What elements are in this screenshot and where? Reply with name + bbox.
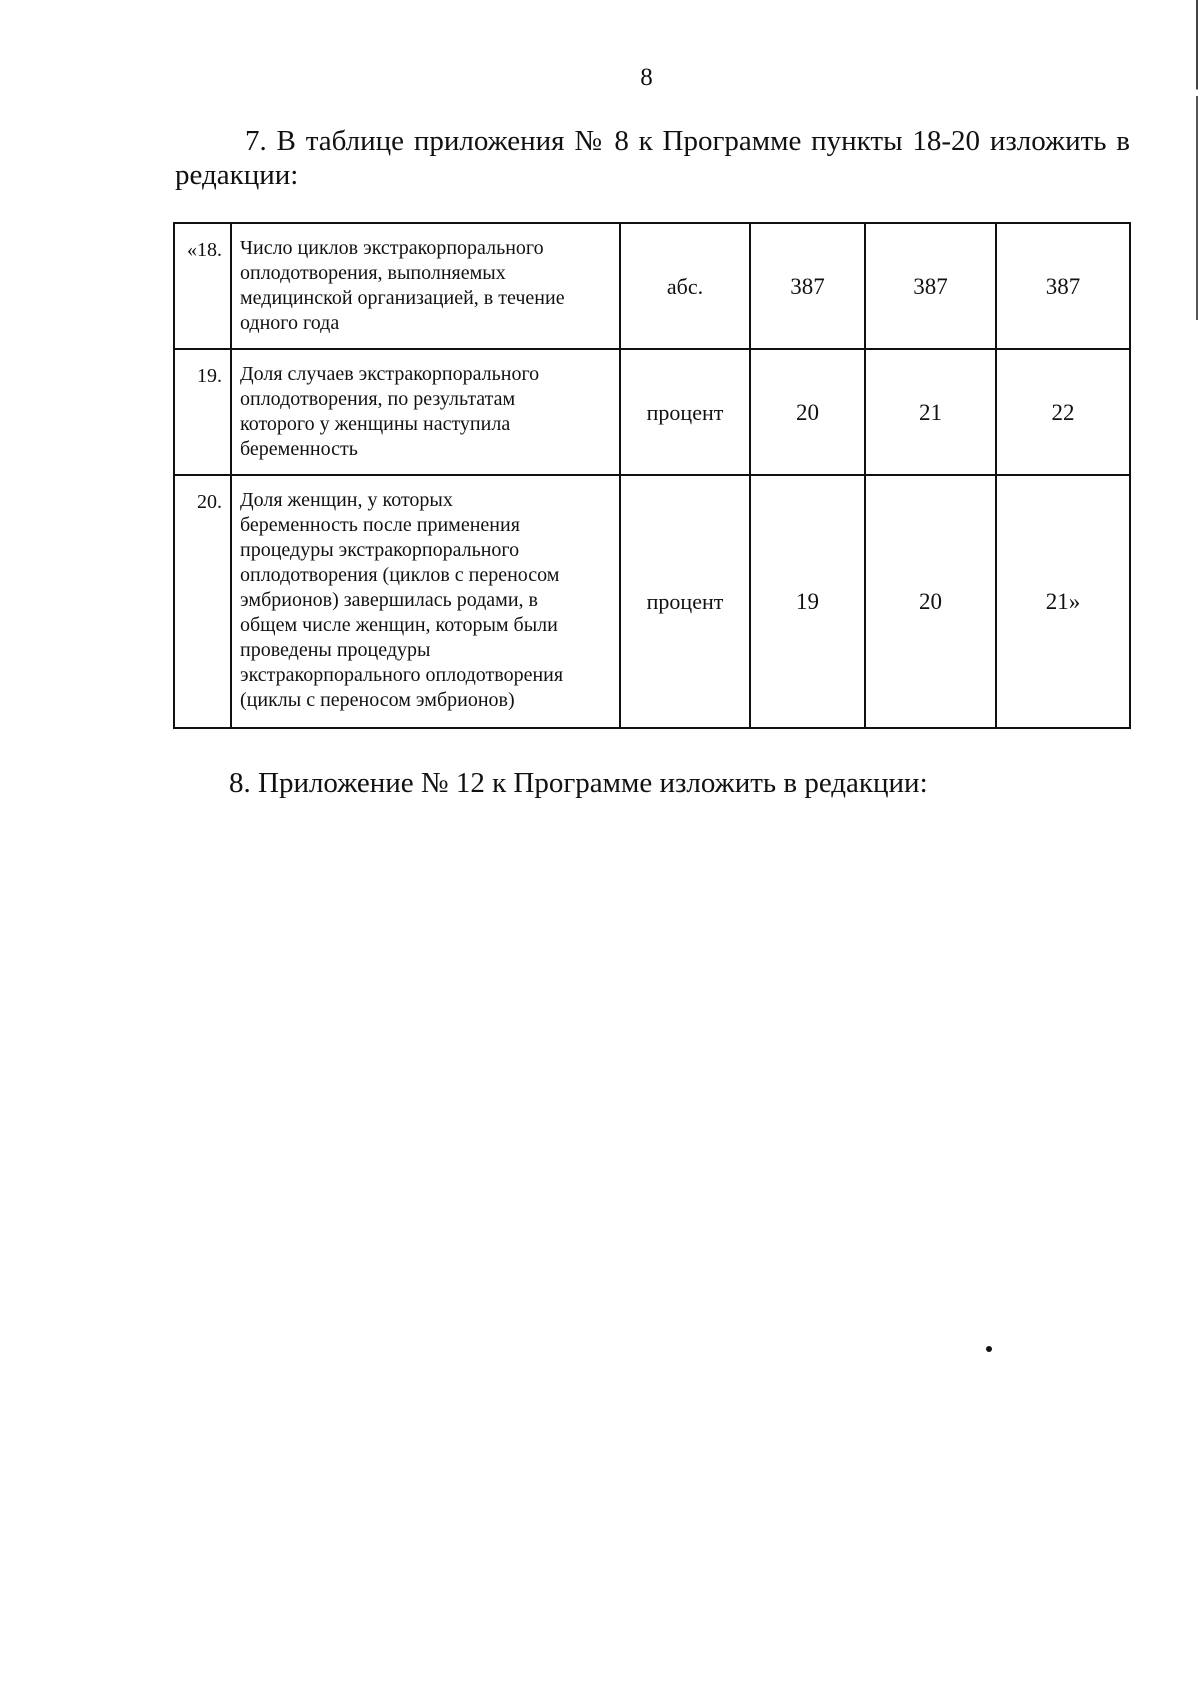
description-line: Число циклов экстракорпорального (240, 237, 544, 259)
row-unit: процент (620, 349, 750, 475)
table-row (174, 223, 1130, 349)
description-line: оплодотворения, по результатам (240, 388, 516, 410)
row-value: 387 (865, 223, 996, 349)
stray-dot-mark (986, 1346, 992, 1352)
row-value: 21 (865, 349, 996, 475)
table-row (174, 349, 1130, 475)
description-line: Доля женщин, у которых (240, 489, 453, 511)
description-line: одного года (240, 312, 340, 334)
description-line: (циклы с переносом эмбрионов) (240, 689, 515, 711)
row-description (231, 223, 620, 349)
description-line: оплодотворения, выполняемых (240, 262, 506, 284)
row-unit: абс. (620, 223, 750, 349)
description-line: медицинской организацией, в течение (240, 287, 565, 309)
description-line: экстракорпорального оплодотворения (240, 664, 564, 686)
description-line: общем числе женщин, которым были (240, 614, 558, 636)
description-line: которого у женщины наступила (240, 413, 511, 435)
description-line: процедуры экстракорпорального (240, 539, 520, 561)
row-description (231, 349, 620, 475)
paragraph-7-line-1: 7. В таблице приложения № 8 к Программе пункты 18-20 изложить в (245, 125, 1130, 157)
paragraph-7-line-2: редакции: (175, 159, 299, 191)
page-number: 8 (640, 64, 653, 91)
row-value: 20 (865, 475, 996, 728)
description-line: беременность после применения (240, 514, 520, 536)
row-value: 20 (750, 349, 865, 475)
row-value: 387 (750, 223, 865, 349)
row-number: «18. (174, 223, 231, 349)
paragraph-8: 8. Приложение № 12 к Программе изложить в редакции: (229, 767, 928, 799)
row-number: 19. (174, 349, 231, 475)
row-number: 20. (174, 475, 231, 728)
description-line: беременность (240, 438, 358, 460)
scan-edge-line (1196, 0, 1198, 320)
amendment-table (173, 222, 1131, 729)
row-value: 21» (996, 475, 1130, 728)
table-row (174, 475, 1130, 728)
row-description (231, 475, 620, 728)
row-value: 22 (996, 349, 1130, 475)
description-line: проведены процедуры (240, 639, 431, 661)
description-line: Доля случаев экстракорпорального (240, 363, 540, 385)
row-value: 387 (996, 223, 1130, 349)
description-line: оплодотворения (циклов с переносом (240, 564, 560, 586)
paragraph-7 (175, 124, 1130, 192)
row-value: 19 (750, 475, 865, 728)
row-unit: процент (620, 475, 750, 728)
description-line: эмбрионов) завершилась родами, в (240, 589, 538, 611)
